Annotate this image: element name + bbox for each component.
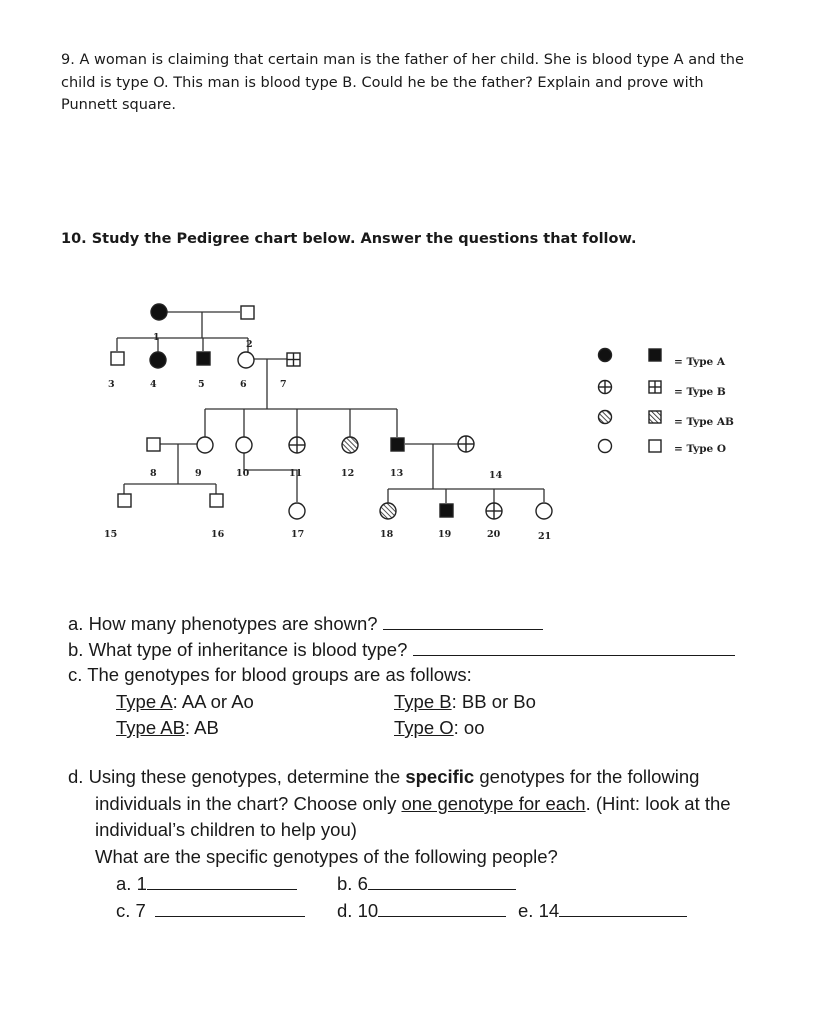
label-2: 2	[246, 339, 253, 350]
answer-a-blank[interactable]	[383, 612, 543, 630]
person-16	[210, 494, 223, 507]
label-17: 17	[291, 529, 305, 540]
label-14: 14	[489, 470, 503, 481]
pedigree-individuals	[111, 304, 552, 519]
legend-type-b: = Type B	[674, 386, 726, 398]
question-10-heading: 10. Study the Pedigree chart below. Answer the questions that follow.	[61, 231, 637, 247]
legend-male-o-icon	[649, 440, 661, 452]
question-b: b. What type of inheritance is blood type?	[68, 638, 735, 661]
legend-type-o: = Type O	[674, 443, 727, 455]
question-a: a. How many phenotypes are shown?	[68, 612, 543, 635]
genotype-type-b: Type B: BB or Bo	[394, 691, 536, 712]
answer-b-blank[interactable]	[413, 638, 735, 656]
label-7: 7	[280, 379, 287, 390]
answer-d-14: e. 14	[518, 899, 687, 922]
q9-line-3: Punnett square.	[61, 97, 176, 113]
person-13	[391, 438, 404, 451]
legend	[599, 349, 662, 453]
legend-type-ab: = Type AB	[674, 416, 734, 428]
q9-line-2: child is type O. This man is blood type B. Could he be the father? Explain and prove with	[61, 74, 704, 91]
question-d-line-2: individuals in the chart? Choose only one genotype for each. (Hint: look at the	[95, 793, 731, 814]
legend-female-o-icon	[599, 440, 612, 453]
person-1	[151, 304, 167, 320]
legend-female-a-icon	[599, 349, 612, 362]
person-21	[536, 503, 552, 519]
question-c: c. The genotypes for blood groups are as follows:	[68, 664, 472, 685]
question-9	[61, 49, 781, 117]
label-9: 9	[195, 468, 202, 479]
genotype-type-o: Type O: oo	[394, 717, 485, 738]
label-8: 8	[150, 468, 157, 479]
person-10	[236, 437, 252, 453]
answer-d-10: d. 10	[337, 899, 506, 922]
person-11	[289, 437, 305, 453]
person-19	[440, 504, 453, 517]
label-4: 4	[150, 379, 157, 390]
person-7	[287, 353, 300, 366]
person-12	[342, 437, 358, 453]
answer-7-blank[interactable]	[155, 899, 305, 917]
q9-line-1: 9. A woman is claiming that certain man is the father of her child. She is blood type A and the	[61, 52, 744, 68]
question-d-line-4: What are the specific genotypes of the following people?	[95, 846, 558, 867]
label-6: 6	[240, 379, 247, 390]
person-3	[111, 352, 124, 365]
person-2	[241, 306, 254, 319]
legend-male-b-icon	[649, 381, 661, 393]
label-3: 3	[108, 379, 115, 390]
pedigree-numbers	[104, 332, 551, 542]
label-1: 1	[153, 332, 160, 343]
legend-female-ab-icon	[599, 411, 612, 424]
answer-14-blank[interactable]	[559, 899, 687, 917]
label-5: 5	[198, 379, 205, 390]
person-18	[380, 503, 396, 519]
answer-d-6: b. 6	[337, 872, 516, 895]
legend-male-ab-icon	[649, 411, 661, 423]
answer-d-1: a. 1	[116, 872, 297, 895]
pedigree-lines	[117, 312, 544, 503]
person-4	[150, 352, 166, 368]
legend-male-a-icon	[649, 349, 661, 361]
answer-d-7: c. 7	[116, 899, 305, 922]
genotype-type-a: Type A: AA or Ao	[116, 691, 254, 712]
label-20: 20	[487, 529, 501, 540]
label-16: 16	[211, 529, 225, 540]
label-12: 12	[341, 468, 355, 479]
person-14	[458, 436, 474, 452]
question-d-line-3: individual’s children to help you)	[95, 819, 357, 840]
label-11: 11	[289, 468, 303, 479]
label-18: 18	[380, 529, 394, 540]
person-15	[118, 494, 131, 507]
legend-type-a: = Type A	[674, 356, 726, 368]
person-17	[289, 503, 305, 519]
genotype-type-ab: Type AB: AB	[116, 717, 219, 738]
person-5	[197, 352, 210, 365]
question-d-line-1: d. Using these genotypes, determine the specific genotypes for the following	[68, 766, 700, 787]
person-6	[238, 352, 254, 368]
legend-female-b-icon	[599, 381, 612, 394]
pedigree-chart	[0, 290, 830, 560]
answer-1-blank[interactable]	[147, 872, 297, 890]
answer-10-blank[interactable]	[378, 899, 506, 917]
label-21: 21	[538, 531, 552, 542]
label-15: 15	[104, 529, 118, 540]
person-20	[486, 503, 502, 519]
answer-6-blank[interactable]	[368, 872, 516, 890]
label-13: 13	[390, 468, 404, 479]
person-8	[147, 438, 160, 451]
person-9	[197, 437, 213, 453]
label-19: 19	[438, 529, 452, 540]
label-10: 10	[236, 468, 250, 479]
